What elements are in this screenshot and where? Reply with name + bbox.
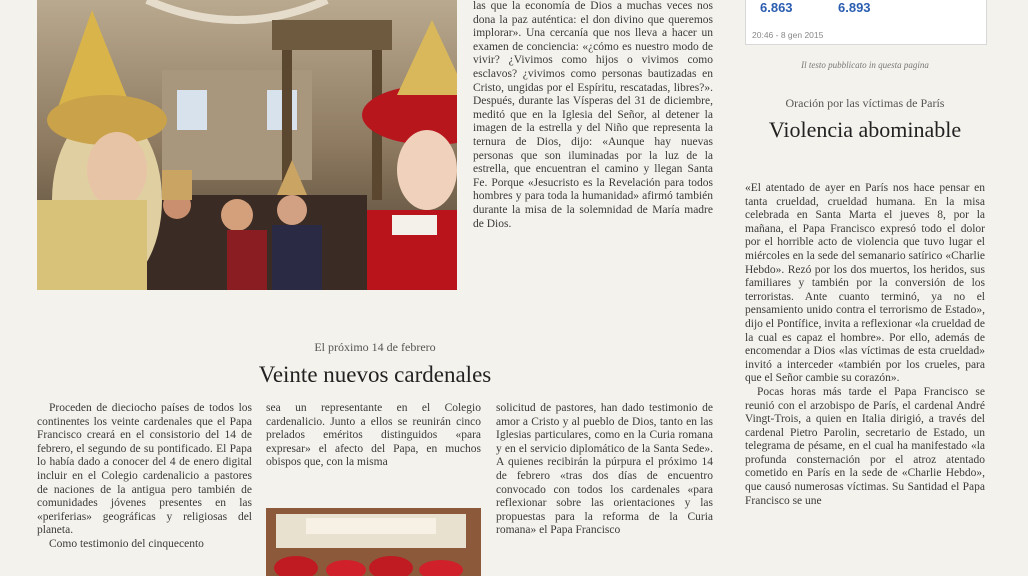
sidebar-headline: Violencia abominable [768,117,962,142]
ticker-timestamp: 20:46 - 8 gen 2015 [752,30,824,40]
article-col2-paragraph: sea un representante en el Colegio cardenalicio. Junto a ellos se reunirán cinco prelados eméritos distinguidos «para expresar» el afecto del Papa, en muchos obispos que, con la misma [266,402,481,469]
article-col1-paragraph-1: Proceden de dieciocho países de todos los continentes los veinte cardenales que el Papa Francisco creará en el consistorio del 14 de febrero, el segundo de su pontificado. El Papa lo había dado a conocer del 4 de enero digital incluir en el Colegio cardenalicio a pastores de naciones de la antigua pero también de comunidades jóvenes presentes en las «periferias» geográficas y religiosas del planeta. [37,402,252,537]
sidebar-article-column [745,182,985,576]
article-column-3 [496,402,713,576]
main-photo [37,0,457,290]
article-column-1 [37,402,252,576]
top-article-column [473,0,713,295]
sidebar-kicker: Oración por las víctimas de París [785,96,945,110]
basilica-ceremony-image [37,0,457,290]
article-column-2 [266,402,481,502]
ticker-value-2: 6.893 [838,0,871,15]
article-kicker: El próximo 14 de febrero [314,340,436,354]
sidebar-paragraph-1: «El atentado de ayer en París nos hace pensar en tanta crueldad, crueldad humana. En la misa celebrada en Santa Marta el jueves 8, por la mañana, el Papa Francisco expresó todo el dolor por el horrible acto de violencia que tuvo lugar el miércoles en la sede del semanario satírico «Charlie Hebdo». Rezó por los dos muertos, los heridos, sus familiares y también por la conversión de los terroristas. Ante cuanto terminó, ya no el pensamiento unido contra el terrorismo de Estado», dijo el Pontífice, invita a reflexionar «la crueldad de la cual es capaz el hombre». Por ello, además de encomendar a Dios «las víctimas de esta crueldad» invitó a interceder «también por los crueles, para que el Señor cambie su corazón». [745,182,985,385]
article-headline: Veinte nuevos cardenales [258,362,492,387]
article-col3-paragraph: solicitud de pastores, han dado testimonio de amor a Cristo y al pueblo de Dios, tanto en las Iglesias particulares, como en la Curia romana y en el servicio diplomático de la Santa Sede». A quienes recibirán la púrpura el próximo 14 de febrero «tras dos días de encuentro convocado con todos los cardenales «para reflexionar sobre las orientaciones y las propuestas para la reforma de la Curia romana» el Papa Francisco [496,402,713,537]
cardinals-image [266,508,481,576]
article-col1-paragraph-2: Como testimonio del cinquecento [49,537,204,550]
stock-ticker-box [745,0,987,45]
top-article-text: las que la economía de Dios a muchas veces nos dona la paz auténtica: el don divino que queremos implorar». Una cercanía que nos lleva a hacer un examen de conciencia: «¿cómo es nuestro modo de vivir? ¿Vivimos como hijos o vivimos como esclavos? ¿vivimos como personas bautizadas en Cristo, ungidas por el Espíritu, rescatadas, libres?». Después, durante las Vísperas del 31 de diciembre, meditó que en la Iglesia del Señor, al detener la imagen de la estrella y del Niño que representa la ternura de Dios, dijo: «Aunque hay nuevas personas que son iluminadas por la luz de la estrella, que encuentran el camino y llegan Santa Fe. Porque «Jesucristo es la Revelación para todos hombres y para toda la humanidad» afirmó también durante la misa de la solemnidad de María madre de Dios. [473,0,713,230]
cardinals-photo [266,508,481,576]
sidebar-paragraph-2: Pocas horas más tarde el Papa Francisco se reunió con el arzobispo de París, el cardenal André Vingt-Trois, a quien en Italia dirigió, a través del cardenal Pietro Parolin, secretario de Estado, un telegrama de pésame, en el cual ha manifestado «la profunda consternación por el atroz atentado cometido en París en la sede de «Charlie Hebdo», que causó numerosas víctimas. Su Santidad el Papa Francisco se une [745,385,985,507]
ticker-caption: Il testo pubblicato in questa pagina [801,60,929,70]
ticker-value-1: 6.863 [760,0,793,15]
